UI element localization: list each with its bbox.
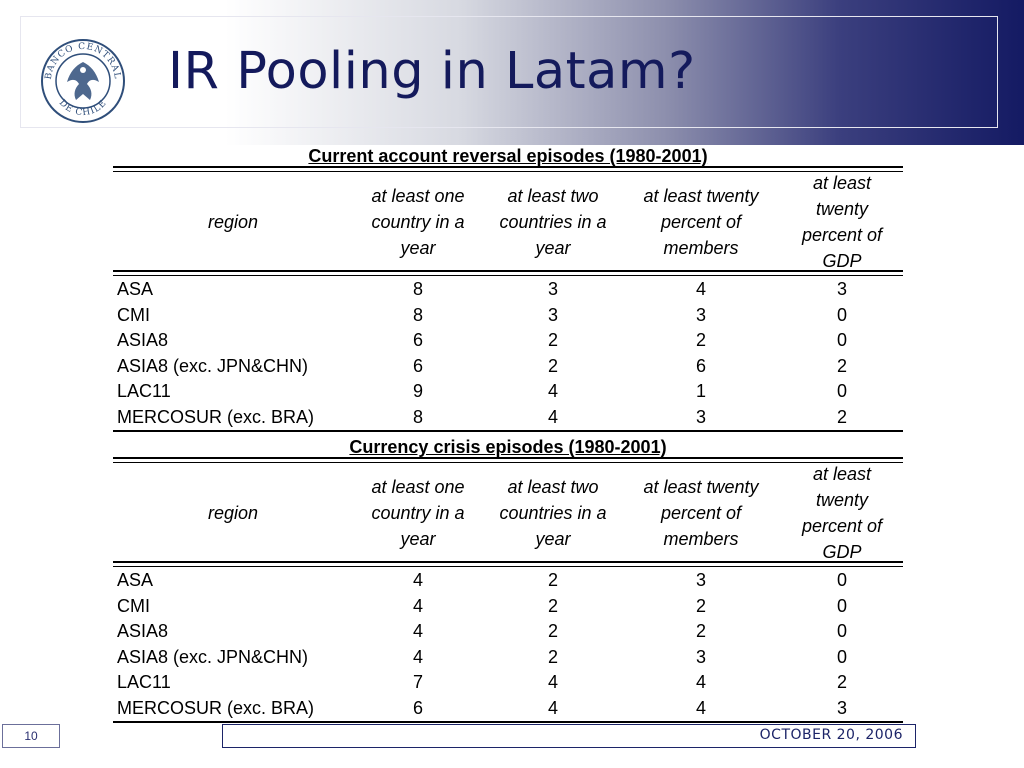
value-cell: 2 (547, 355, 558, 376)
value-cell: 2 (547, 570, 558, 590)
table-row (113, 302, 903, 328)
table-title: Currency crisis episodes (1980-2001) (349, 437, 667, 457)
value-cell: 6 (412, 355, 423, 376)
header-bottom-rule (113, 561, 903, 563)
header-bottom-rule (113, 270, 903, 272)
svg-text:BANCO CENTRAL: BANCO CENTRAL (43, 41, 123, 81)
table-row (113, 276, 903, 302)
region-cell: ASIA8 (117, 330, 169, 351)
value-cell: 8 (412, 407, 423, 427)
table-row (113, 327, 903, 353)
region-cell: LAC11 (117, 381, 171, 402)
table-row (113, 567, 903, 593)
value-cell: 4 (547, 407, 558, 427)
value-cell: 2 (695, 330, 706, 351)
region-cell: ASIA8 (117, 621, 169, 642)
value-cell: 3 (695, 646, 706, 667)
value-cell: 2 (695, 595, 706, 616)
column-header: at least two countries in a year (499, 477, 607, 549)
table-row (113, 669, 903, 695)
column-header: at least twenty percent of members (643, 477, 759, 549)
value-cell: 0 (836, 621, 847, 642)
region-cell: ASA (117, 279, 154, 299)
slide-title: IR Pooling in Latam? (168, 42, 696, 101)
region-cell: LAC11 (117, 672, 171, 693)
value-cell: 3 (547, 304, 558, 325)
region-cell: ASA (117, 570, 154, 590)
value-cell: 0 (836, 304, 847, 325)
table-bottom-rule (113, 721, 903, 723)
value-cell: 2 (836, 355, 847, 376)
region-cell: ASIA8 (exc. JPN&CHN) (117, 646, 309, 667)
value-cell: 8 (412, 304, 423, 325)
value-cell: 6 (412, 698, 423, 718)
table-title: Current account reversal episodes (1980-2001) (308, 146, 708, 166)
region-cell: CMI (117, 595, 150, 616)
table-row (113, 353, 903, 379)
value-cell: 3 (695, 407, 706, 427)
central-bank-seal-icon (40, 38, 126, 124)
value-cell: 2 (547, 595, 558, 616)
column-header: region (207, 212, 259, 232)
value-cell: 2 (547, 330, 558, 351)
value-cell: 4 (547, 698, 558, 718)
region-cell: MERCOSUR (exc. BRA) (117, 698, 315, 718)
value-cell: 4 (695, 672, 706, 693)
table-bottom-rule (113, 430, 903, 432)
value-cell: 2 (547, 621, 558, 642)
value-cell: 3 (695, 304, 706, 325)
column-header: at least twenty percent of members (643, 186, 759, 258)
value-cell: 3 (836, 279, 847, 299)
column-header: at least one country in a year (371, 186, 465, 258)
region-cell: CMI (117, 304, 150, 325)
table-row (113, 644, 903, 670)
value-cell: 3 (695, 570, 706, 590)
value-cell: 0 (836, 330, 847, 351)
column-header: at least twenty percent of GDP (801, 173, 883, 271)
value-cell: 3 (547, 279, 558, 299)
value-cell: 1 (695, 381, 706, 402)
value-cell: 4 (547, 672, 558, 693)
value-cell: 2 (836, 407, 847, 427)
presentation-date: OCTOBER 20, 2006 (759, 727, 903, 743)
svg-text:DE CHILE: DE CHILE (56, 98, 110, 119)
region-cell: ASIA8 (exc. JPN&CHN) (117, 355, 309, 376)
region-cell: MERCOSUR (exc. BRA) (117, 407, 315, 427)
table-top-rule (113, 457, 903, 459)
value-cell: 4 (412, 570, 423, 590)
value-cell: 4 (412, 595, 423, 616)
footer-bar (222, 724, 916, 748)
table-row (113, 695, 903, 721)
value-cell: 2 (695, 621, 706, 642)
value-cell: 4 (695, 698, 706, 718)
column-header: region (207, 503, 259, 523)
value-cell: 4 (695, 279, 706, 299)
table-row (113, 404, 903, 430)
column-header: at least one country in a year (371, 477, 465, 549)
value-cell: 4 (412, 621, 423, 642)
table-row (113, 593, 903, 619)
value-cell: 4 (412, 646, 423, 667)
table-top-rule (113, 166, 903, 168)
value-cell: 6 (412, 330, 423, 351)
table-row (113, 378, 903, 404)
column-header-row (113, 170, 903, 274)
value-cell: 6 (695, 355, 706, 376)
value-cell: 2 (547, 646, 558, 667)
page-number: 10 (2, 724, 60, 748)
value-cell: 0 (836, 570, 847, 590)
value-cell: 2 (836, 672, 847, 693)
column-header-row (113, 461, 903, 565)
value-cell: 8 (412, 279, 423, 299)
value-cell: 0 (836, 595, 847, 616)
column-header: at least twenty percent of GDP (801, 464, 883, 562)
value-cell: 4 (547, 381, 558, 402)
table-row (113, 618, 903, 644)
value-cell: 0 (836, 646, 847, 667)
value-cell: 3 (836, 698, 847, 718)
value-cell: 9 (412, 381, 423, 402)
value-cell: 7 (412, 672, 423, 693)
value-cell: 0 (836, 381, 847, 402)
column-header: at least two countries in a year (499, 186, 607, 258)
